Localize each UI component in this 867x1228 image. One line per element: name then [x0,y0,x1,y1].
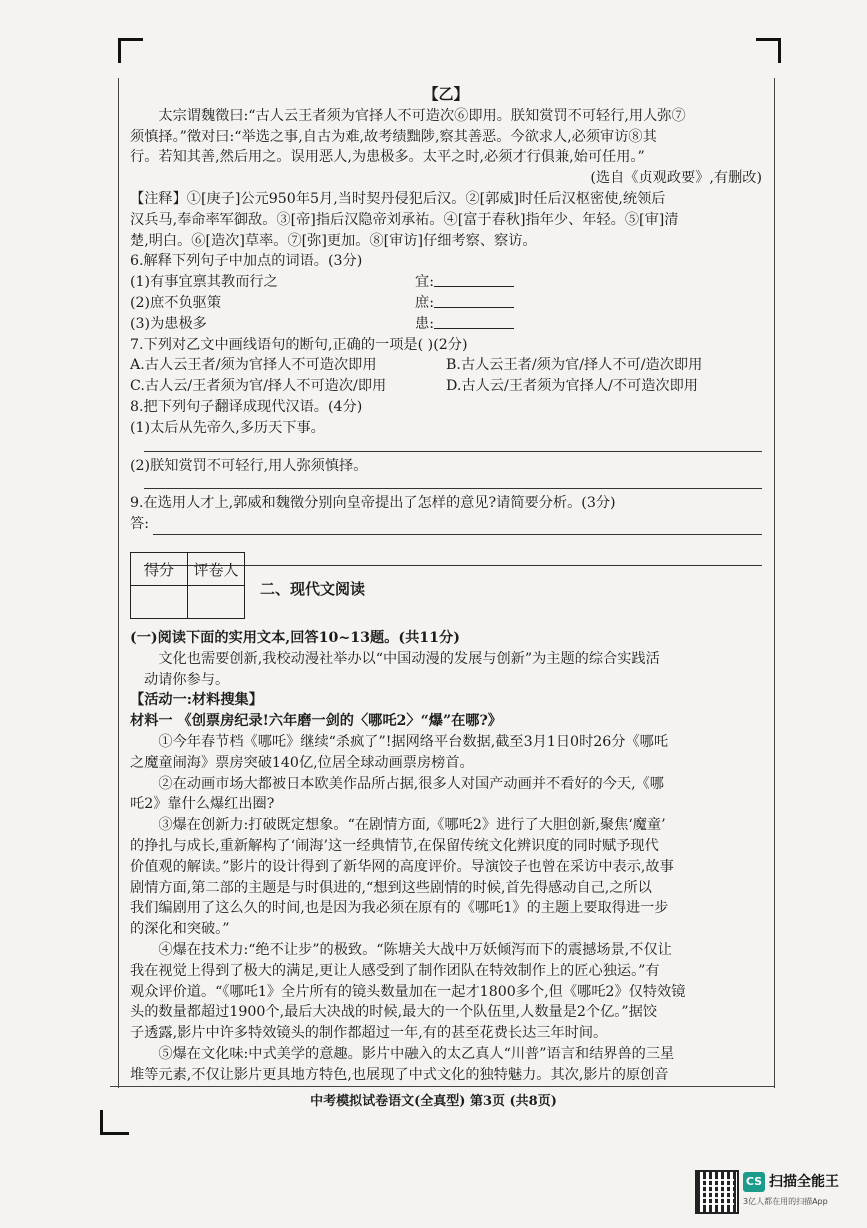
q7-options-row-1 [130,355,762,376]
part1-intro-1: 文化也需要创新,我校动漫社举办以“中国动漫的发展与创新”为主题的综合实践活 [158,650,660,667]
q6-item-word: 宜: [415,274,434,291]
score-label: 得分 [131,553,188,586]
yi-text-1: 太宗谓魏徵曰:“古人云王者须为官择人不可造次⑥即用。朕知赏罚不可轻行,用人弥⑦ [158,107,686,124]
para-3-line: 的挣扎与成长,重新解构了‘闹海’这一经典情节,在保留传统文化辨识度的同时赋予现代 [130,837,659,854]
watermark-slogan: 3亿人都在用的扫描App [743,1197,828,1206]
reading-part-1 [130,628,762,1086]
para-4-line: 子透露,影片中许多特效镜头的制作都超过一年,有的甚至花费长达三年时间。 [130,1025,608,1042]
footer-rule [110,1086,774,1087]
para-4-line: ④爆在技术力:“绝不让步”的极致。“陈塘关大战中万妖倾泻而下的震撼场景,不仅让 [158,941,672,958]
camscanner-logo-icon: CS [743,1172,765,1192]
q8-item-2: (2)朕知赏罚不可轻行,用人弥须慎择。 [130,457,368,474]
q7-options-row-2 [130,376,762,397]
activity-title: 【活动一:材料搜集】 [130,692,263,709]
material-title: 材料一 《创票房纪录!六年磨一剑的〈哪吒2〉“爆”在哪?》 [130,713,502,730]
q6-item-word: 患: [415,315,434,332]
q6-item-text: (1)有事宜禀其教而行之 [130,274,278,291]
yi-source: (选自《贞观政要》,有删改) [590,170,762,187]
notes-line-2: 汉兵马,奉命率军御敌。③[帝]指后汉隐帝刘承祐。④[富于春秋]指年少、年轻。⑤[审]清 [130,211,679,228]
corner-mark-top-right [756,38,781,63]
score-cell[interactable] [131,586,188,619]
notes-line-3: 楚,明白。⑥[造次]草率。⑦[弥]更加。⑧[审访]仔细考察、察访。 [130,232,537,249]
upper-content [130,84,762,570]
answer-blank[interactable] [434,272,514,287]
para-5-line: ⑤爆在文化味:中式美学的意趣。影片中融入的太乙真人“川普”语言和结界兽的三星 [158,1045,675,1062]
part1-heading: (一)阅读下面的实用文本,回答10~13题。(共11分) [130,630,460,646]
q6-item-word: 庶: [415,294,434,311]
para-4-line: 头的数量都超过1900个,最后大决战的时候,最大的一个队伍里,人数量是2个亿。”据饺 [130,1004,658,1021]
section-2-title: 二、现代文阅读 [260,580,366,598]
para-3-line: ③爆在创新力:打破既定想象。“在剧情方面,《哪吒2》进行了大胆创新,聚焦‘魔童’ [158,817,666,834]
para-5-line: 堆等元素,不仅让影片更具地方特色,也展现了中式文化的独特魅力。其次,影片的原创音 [130,1066,669,1083]
q6-item-text: (3)为患极多 [130,315,207,332]
para-2-line: 吒2》靠什么爆红出圈? [130,796,275,813]
q6-item-3 [130,314,762,335]
para-1-line: ①今年春节档《哪吒》继续“杀疯了”!据网络平台数据,截至3月1日0时26分《哪吒 [158,733,669,750]
para-2-line: ②在动画市场大都被日本欧美作品所占据,很多人对国产动画并不看好的今天,《哪 [158,775,664,792]
yi-line-2: 须慎择。”徵对曰:“举选之事,自古为难,故考绩黜陟,察其善恶。今欲求人,必须审访⑧其 [130,128,657,145]
answer-line[interactable] [144,476,762,489]
notes-line-1: 【注释】①[庚子]公元950年5月,当时契丹侵犯后汉。②[郭威]时任后汉枢密使,统领后 [130,190,666,207]
q7-option-d[interactable]: D.古人云/王者须为官择人/不可造次即用 [446,378,698,395]
para-4-line: 观众评价道。“《哪吒1》全片所有的镜头数量加在一起才1800多个,但《哪吒2》仅特效镜 [130,983,686,1000]
yi-line-1 [130,106,762,127]
camscanner-watermark [695,1168,855,1216]
section-yi-title: 【乙】 [423,85,469,103]
q8-item-1: (1)太后从先帝久,多历天下事。 [130,419,325,436]
para-3-line: 的深化和突破。” [130,921,230,938]
answer-line[interactable] [144,439,762,452]
part1-intro-2: 动请你参与。 [144,671,230,688]
answer-line[interactable] [153,522,762,535]
q7-option-a[interactable]: A.古人云王者/须为官择人不可造次即用 [130,357,377,374]
score-box [130,552,245,619]
corner-mark-bottom-left [100,1110,129,1135]
q7-option-b[interactable]: B.古人云王者/须为官/择人不可/造次即用 [446,357,703,374]
q7-option-c[interactable]: C.古人云/王者须为官/择人不可造次/即用 [130,378,387,395]
q8-stem: 8.把下列句子翻译成现代汉语。(4分) [130,398,363,415]
grader-label: 评卷人 [188,553,245,586]
q7-stem: 7.下列对乙文中画线语句的断句,正确的一项是( )(2分) [130,336,468,353]
para-4-line: 我在视觉上得到了极大的满足,更让人感受到了制作团队在特效制作上的匠心独运。”有 [130,962,660,979]
para-3-line: 剧情方面,第二部的主题是与时俱进的,“想到这些剧情的时候,首先得感动自己,之所以 [130,879,652,896]
corner-mark-top-left [118,38,143,63]
q9-answer-label: 答: [130,516,149,533]
answer-blank[interactable] [434,314,514,329]
watermark-brand: 扫描全能王 [769,1174,839,1190]
q9-stem: 9.在选用人才上,郭威和魏徵分别向皇帝提出了怎样的意见?请简要分析。(3分) [130,495,616,512]
para-3-line: 我们编剧用了这么久的时间,也是因为我必须在原有的《哪吒1》的主题上要取得进一步 [130,900,669,917]
grader-cell[interactable] [188,586,245,619]
para-1-line: 之魔童闹海》票房突破140亿,位居全球动画票房榜首。 [130,754,474,771]
answer-blank[interactable] [434,293,514,308]
q6-item-1 [130,272,762,293]
qr-code-icon [695,1170,739,1214]
para-3-line: 价值观的解读。”影片的设计得到了新华网的高度评价。导演饺子也曾在采访中表示,故事 [130,858,674,875]
page-footer: 中考模拟试卷语文(全真型) 第3页 (共8页) [310,1094,557,1109]
q9-answer-row [130,514,762,535]
q6-stem: 6.解释下列句子中加点的词语。(3分) [130,253,363,270]
q6-item-2 [130,293,762,314]
yi-line-3: 行。若知其善,然后用之。误用恶人,为患极多。太平之时,必须才行俱兼,始可任用。” [130,149,645,166]
q6-item-text: (2)庶不负驱策 [130,294,222,311]
